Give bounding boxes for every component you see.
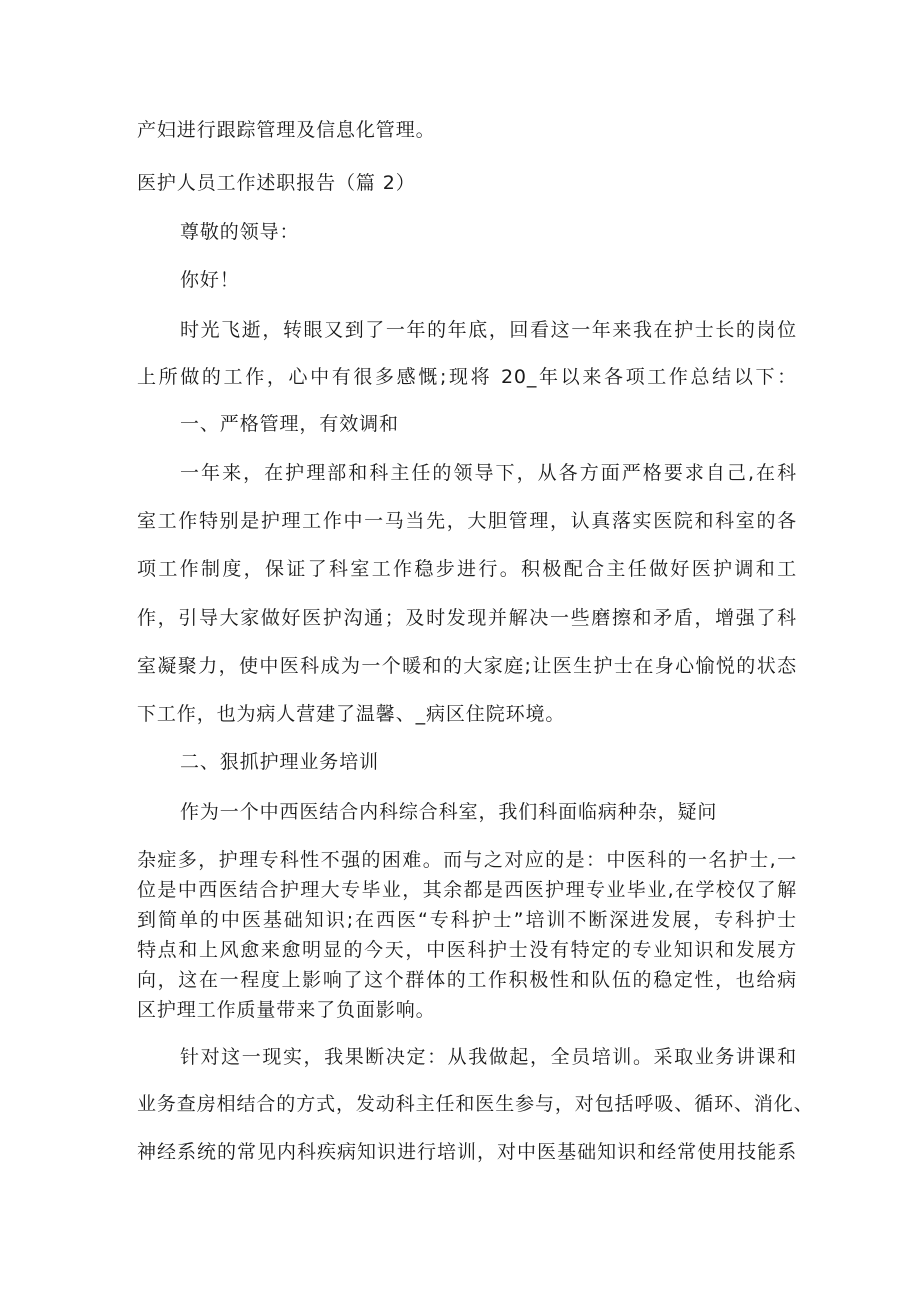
paragraph-line: 神经系统的常见内科疾病知识进行培训，对中医基础知识和经常使用技能系	[137, 1141, 797, 1163]
paragraph-line: 作，引导大家做好医护沟通；及时发现并解决一些磨擦和矛盾，增强了科	[137, 607, 797, 629]
paragraph-line: 室工作特别是护理工作中一马当先，大胆管理，认真落实医院和科室的各	[137, 510, 797, 532]
paragraph-line: 到简单的中医基础知识;在西医“专科护士”培训不断深进发展，专科护士	[137, 909, 797, 931]
heading-nursing-training: 二、狠抓护理业务培训	[180, 751, 380, 773]
paragraph-line: 特点和上风愈来愈明显的今天，中医科护士没有特定的专业知识和发展方	[137, 939, 797, 961]
paragraph-line: 上所做的工作，心中有很多感慨;现将 20_年以来各项工作总结以下：	[137, 366, 797, 388]
paragraph-line: 下工作，也为病人营建了温馨、_病区住院环境。	[137, 703, 566, 725]
paragraph-line: 区护理工作质量带来了负面影响。	[137, 999, 436, 1021]
heading-strict-management: 一、严格管理，有效调和	[180, 413, 399, 435]
paragraph-line: 杂症多，护理专科性不强的困难。而与之对应的是：中医科的一名护士,一	[137, 849, 797, 871]
paragraph-line: 时光飞逝，转眼又到了一年的年底，回看这一年来我在护士长的岗位	[180, 319, 797, 341]
paragraph-line: 业务查房相结合的方式，发动科主任和医生参与，对包括呼吸、循环、消化、	[137, 1093, 814, 1115]
paragraph-line: 一年来，在护理部和科主任的领导下，从各方面严格要求自己,在科	[180, 462, 797, 484]
salutation: 尊敬的领导：	[180, 221, 300, 243]
paragraph-line: 项工作制度，保证了科室工作稳步进行。积极配合主任做好医护调和工	[137, 558, 797, 580]
section-title: 医护人员工作述职报告（篇 2）	[137, 172, 416, 194]
paragraph-line: 向，这在一程度上影响了这个群体的工作积极性和队伍的稳定性，也给病	[137, 969, 797, 991]
paragraph-line: 作为一个中西医结合内科综合科室，我们科面临病种杂，疑问	[180, 801, 718, 823]
greeting: 你好！	[180, 269, 240, 291]
paragraph-line: 针对这一现实，我果断决定：从我做起，全员培训。采取业务讲课和	[180, 1046, 797, 1068]
paragraph-line: 室凝聚力，使中医科成为一个暖和的大家庭;让医生护士在身心愉悦的状态	[137, 655, 797, 677]
paragraph-line: 位是中西医结合护理大专毕业，其余都是西医护理专业毕业,在学校仅了解	[137, 879, 797, 901]
paragraph-line: 产妇进行跟踪管理及信息化管理。	[137, 119, 436, 141]
